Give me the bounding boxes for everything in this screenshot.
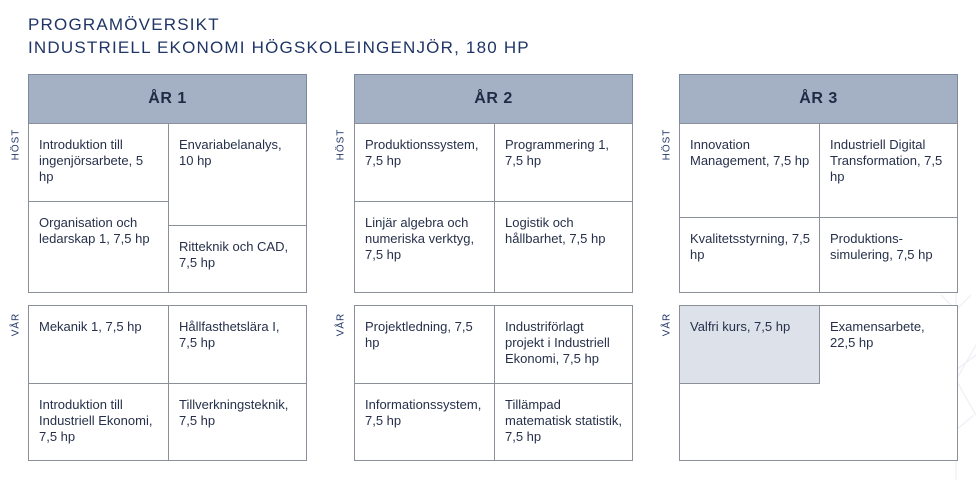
year-1-host-grid (28, 123, 307, 293)
course-cell: Logistik och hållbarhet, 7,5 hp (494, 201, 632, 292)
course-cell: Tillämpad matematisk statistik, 7,5 hp (494, 383, 632, 460)
semester-label-host-y1: HÖST (10, 128, 22, 160)
course-cell: Kvalitetsstyrning, 7,5 hp (680, 217, 819, 292)
course-cell: Produktionssystem, 7,5 hp (365, 137, 479, 168)
course-cell: Examensarbete, 22,5 hp (830, 319, 925, 350)
course-cell: Mekanik 1, 7,5 hp (39, 319, 142, 334)
year-1-var-grid (28, 305, 307, 461)
course-cell: Projektledning, 7,5 hp (365, 319, 473, 350)
semester-label-host-y3: HÖST (661, 128, 673, 160)
year-2-var-grid (354, 305, 633, 461)
course-cell: Innovation Management, 7,5 hp (690, 137, 810, 168)
course-cell: Programmering 1, 7,5 hp (494, 124, 632, 201)
course-cell: Ritteknik och CAD, 7,5 hp (168, 225, 306, 292)
course-cell: Introduktion till Industriell Ekonomi, 7,5 hp (29, 383, 168, 460)
course-cell: Hållfasthetslära I, 7,5 hp (168, 306, 306, 383)
program-title-block (28, 14, 530, 59)
course-cell: Tillverkningsteknik, 7,5 hp (168, 383, 306, 460)
course-cell: Envariabelanalys, 10 hp (168, 124, 306, 225)
course-cell: Organisation och ledarskap 1, 7,5 hp (29, 201, 168, 292)
year-2-host-grid (354, 123, 633, 293)
year-3-host-grid (679, 123, 958, 293)
semester-label-var-y2: VÅR (335, 312, 347, 336)
semester-label-var-y3: VÅR (661, 312, 673, 336)
year-1-header: ÅR 1 (28, 74, 307, 124)
course-cell: Informationssystem, 7,5 hp (355, 383, 494, 460)
elective-course-cell: Valfri kurs, 7,5 hp (680, 306, 820, 384)
page-subtitle: INDUSTRIELL EKONOMI HÖGSKOLEINGENJÖR, 180 HP (28, 38, 530, 57)
course-cell: Introduktion till ingenjörsarbete, 5 hp (39, 137, 144, 184)
year-2-header: ÅR 2 (354, 74, 633, 124)
course-cell: Linjär algebra och numeriska verktyg, 7,5 hp (355, 201, 494, 292)
year-3-header: ÅR 3 (679, 74, 958, 124)
page-title: PROGRAMÖVERSIKT (28, 15, 220, 34)
course-cell: Industriförlagt projekt i Industriell Ekonomi, 7,5 hp (494, 306, 632, 383)
year-3-var-grid (679, 305, 958, 461)
course-cell: Industriell Digital Transformation, 7,5 hp (819, 124, 957, 217)
semester-label-var-y1: VÅR (10, 312, 22, 336)
course-cell: Produktions-simulering, 7,5 hp (819, 217, 957, 292)
semester-label-host-y2: HÖST (335, 128, 347, 160)
